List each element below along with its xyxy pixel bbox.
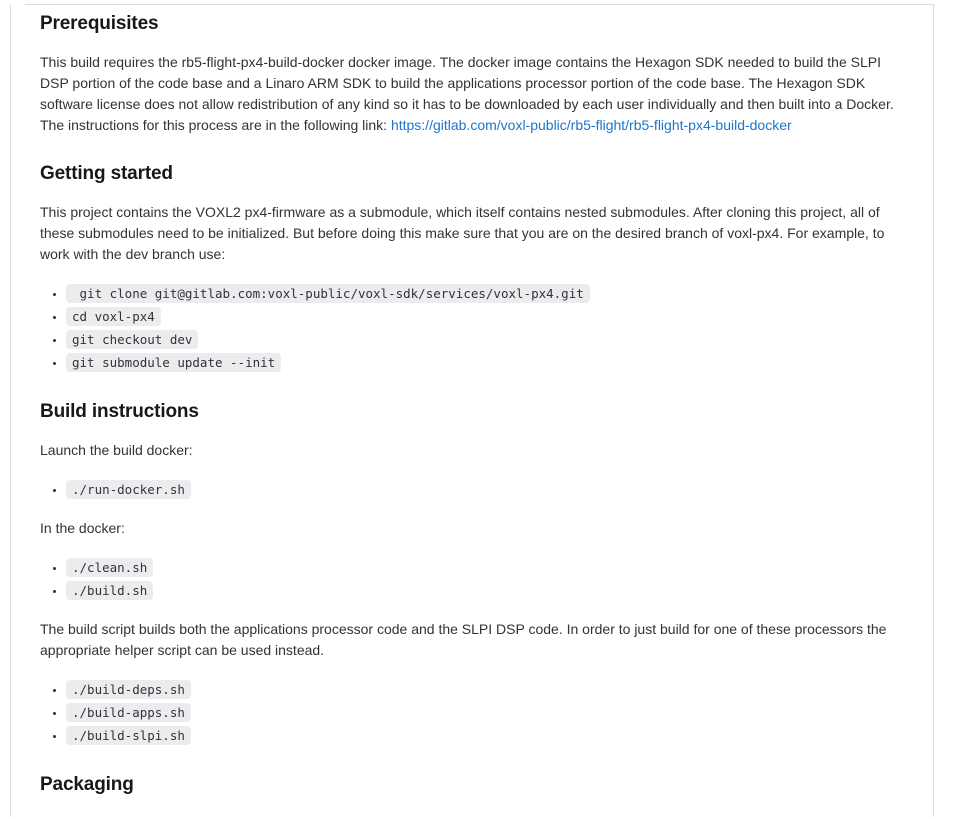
launch-docker-label: Launch the build docker:: [40, 442, 193, 458]
inline-code-build-slpi: ./build-slpi.sh: [66, 726, 191, 745]
inline-code-cd-voxl-px4: cd voxl-px4: [66, 307, 161, 326]
list-item: [66, 351, 904, 374]
getting-started-paragraph: This project contains the VOXL2 px4-firmware as a submodule, which itself contains nested submodules. After cloning this project, all of these submodules need to be initialized. But before doing this make sure that you are on the desired branch of voxl-px4. For example, to work with the dev branch use:: [40, 204, 885, 262]
inline-code-build: ./build.sh: [66, 581, 153, 600]
launch-command-list: [40, 478, 904, 501]
clone-command-list: [40, 282, 904, 374]
list-item: [66, 701, 904, 724]
heading-getting-started: Getting started: [40, 163, 173, 184]
prerequisites-paragraph: [40, 52, 904, 136]
readme-content: [11, 5, 933, 817]
helper-script-paragraph: The build script builds both the applications processor code and the SLPI DSP code. In order to just build for one of these processors the appropriate helper script can be used instead.: [40, 621, 887, 658]
build-docker-link[interactable]: https://gitlab.com/voxl-public/rb5-flight/rb5-flight-px4-build-docker: [390, 117, 792, 133]
list-item: [66, 556, 904, 579]
readme-panel: [10, 5, 934, 817]
list-item: [66, 282, 904, 305]
list-item: [66, 328, 904, 351]
inline-code-run-docker: ./run-docker.sh: [66, 480, 191, 499]
docker-command-list: [40, 556, 904, 602]
inline-code-clean: ./clean.sh: [66, 558, 153, 577]
prerequisites-paragraph-text: This build requires the rb5-flight-px4-build-docker docker image. The docker image contains the Hexagon SDK needed to build the SLPI DSP portion of the code base and a Linaro ARM SDK to build the applications processor portion of the code base. The Hexagon SDK software license does not allow redistribution of any kind so it has to be downloaded by each user individually and then built into a Docker. The instructions for this process are in the following link:: [40, 54, 894, 133]
inline-code-git-clone: git clone git@gitlab.com:voxl-public/voxl-sdk/services/voxl-px4.git: [66, 284, 590, 303]
list-item: [66, 305, 904, 328]
heading-packaging: Packaging: [40, 774, 134, 795]
heading-build-instructions: Build instructions: [40, 401, 199, 422]
list-item: [66, 678, 904, 701]
inline-code-git-submodule-update: git submodule update --init: [66, 353, 281, 372]
list-item: [66, 579, 904, 602]
list-item: [66, 478, 904, 501]
list-item: [66, 724, 904, 747]
inline-code-build-deps: ./build-deps.sh: [66, 680, 191, 699]
in-docker-label: In the docker:: [40, 520, 125, 536]
heading-prerequisites: Prerequisites: [40, 13, 159, 34]
inline-code-git-checkout-dev: git checkout dev: [66, 330, 198, 349]
helper-command-list: [40, 678, 904, 747]
inline-code-build-apps: ./build-apps.sh: [66, 703, 191, 722]
